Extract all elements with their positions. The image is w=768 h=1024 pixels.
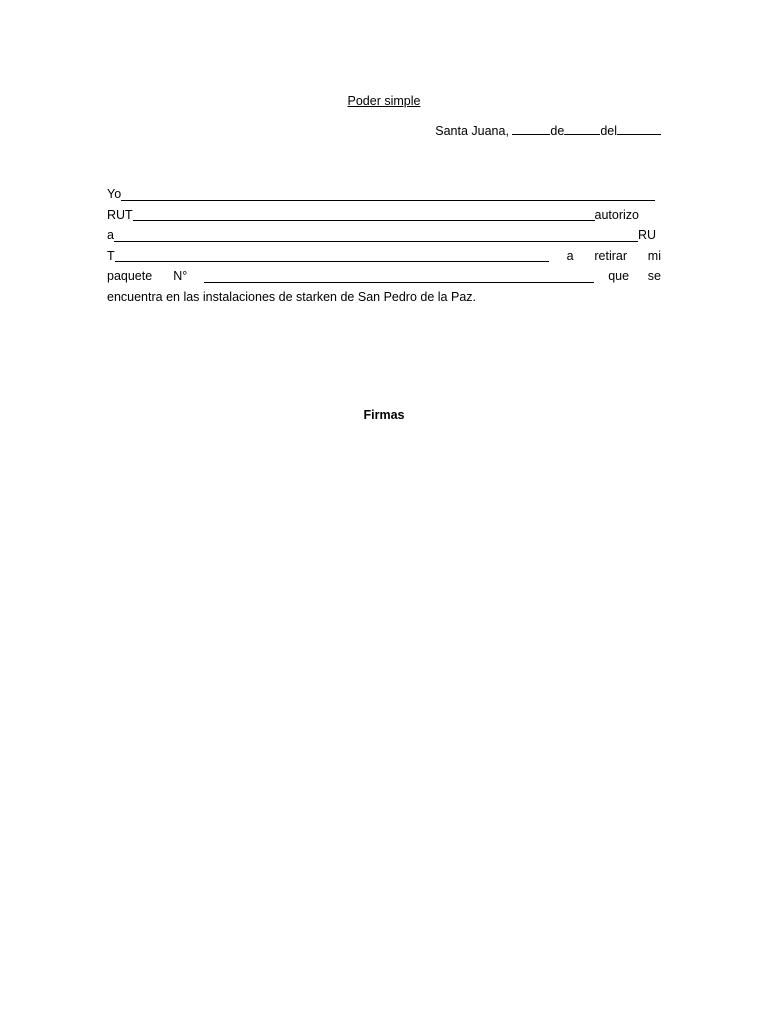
- body-line-2: [107, 205, 661, 226]
- body-line-3: [107, 225, 661, 246]
- month-blank: [564, 124, 600, 135]
- line4-start: T: [107, 248, 115, 263]
- line4-word-a: a: [566, 248, 574, 263]
- line5-word-n: N°: [173, 269, 188, 283]
- package-number-blank: [204, 282, 594, 283]
- line3-end: RU: [637, 228, 656, 242]
- dateline-del: del: [600, 124, 617, 138]
- line4-word-mi: mi: [647, 248, 661, 263]
- signatures-label: Firmas: [363, 408, 405, 422]
- year-blank: [617, 124, 661, 135]
- day-blank: [512, 124, 550, 135]
- dateline-de: de: [550, 124, 565, 138]
- line1-start: Yo: [107, 187, 122, 201]
- dateline-place: Santa Juana,: [435, 124, 509, 138]
- rut-blank: [133, 220, 595, 221]
- line5-word-paquete: paquete: [107, 269, 153, 283]
- document-body: [107, 184, 661, 307]
- line5-words: [594, 266, 661, 287]
- line2-start: RUT: [107, 207, 133, 222]
- authorized-name-blank: [114, 241, 638, 242]
- line4-word-retirar: retirar: [594, 248, 628, 263]
- body-line-1: [107, 184, 661, 205]
- document-title: Poder simple: [347, 94, 421, 108]
- body-line-6: [107, 287, 661, 308]
- body-line-4: [107, 246, 661, 267]
- line3-start: a: [107, 228, 114, 242]
- line5-word-que: que: [608, 269, 630, 283]
- dateline: [435, 124, 661, 138]
- line6-text: encuentra en las instalaciones de starken de San Pedro de la Paz.: [107, 289, 476, 304]
- line2-end: autorizo: [594, 207, 639, 222]
- authorized-rut-blank: [115, 261, 549, 262]
- name-blank: [121, 200, 655, 201]
- body-line-5: [107, 266, 661, 287]
- line5-word-se: se: [647, 269, 661, 283]
- line4-words: [549, 246, 661, 267]
